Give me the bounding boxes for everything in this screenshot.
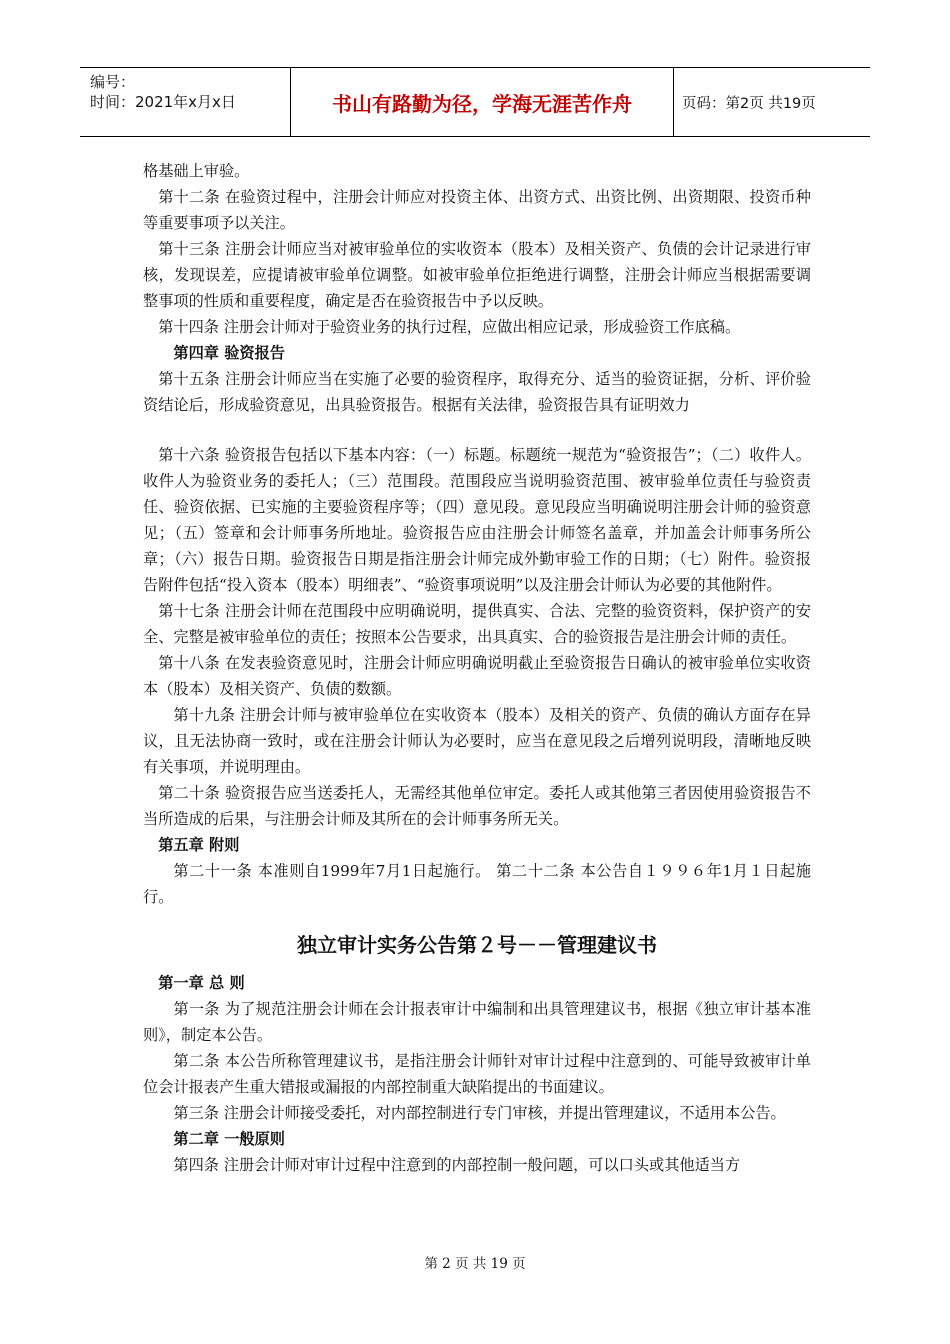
page-footer: 第 2 页 共 19 页 <box>424 1256 526 1272</box>
paragraph: 第二十一条 本准则自1999年7月1日起施行。 第二十二条 本公告自１９９６年1月１日起施行。 <box>143 862 811 906</box>
paragraph: 第二条 本公告所称管理建议书，是指注册会计师针对审计过程中注意到的、可能导致被审计单位会计报表产生重大错报或漏报的内部控制重大缺陷提出的书面建议。 <box>143 1052 811 1096</box>
paragraph: 第二十条 验资报告应当送委托人，无需经其他单位审定。委托人或其他第三者因使用验资报告不当所造成的后果，与注册会计师及其所在的会计师事务所无关。 <box>143 784 811 828</box>
chapter-heading: 第一章 总 则 <box>158 974 245 992</box>
blank-line <box>143 418 811 442</box>
chapter-heading: 第四章 验资报告 <box>173 344 285 362</box>
section-title: 独立审计实务公告第２号－－管理建议书 <box>297 933 657 957</box>
header-meta <box>80 68 291 136</box>
paragraph: 第十二条 在验资过程中，注册会计师应对投资主体、出资方式、出资比例、出资期限、投资币种等重要事项予以关注。 <box>143 188 811 232</box>
paragraph: 第十七条 注册会计师在范围段中应明确说明，提供真实、合法、完整的验资资料，保护资产的安全、完整是被审验单位的责任；按照本公告要求，出具真实、合的验资报告是注册会计师的责任。 <box>143 602 811 646</box>
paragraph: 第十九条 注册会计师与被审验单位在实收资本（股本）及相关的资产、负债的确认方面存在异议，且无法协商一致时，或在注册会计师认为必要时，应当在意见段之后增列说明段，清晰地反映有关事项，并说明理由。 <box>143 706 811 776</box>
paragraph: 第十三条 注册会计师应当对被审验单位的实收资本（股本）及相关资产、负债的会计记录进行审核，发现误差，应提请被审验单位调整。如被审验单位拒绝进行调整，注册会计师应当根据需要调整事项的性质和重要程度，确定是否在验资报告中予以反映。 <box>143 240 811 310</box>
paragraph: 第十五条 注册会计师应当在实施了必要的验资程序，取得充分、适当的验资证据，分析、评价验资结论后，形成验资意见，出具验资报告。根据有关法律，验资报告具有证明效力 <box>143 370 811 414</box>
paragraph: 第三条 注册会计师接受委托，对内部控制进行专门审核，并提出管理建议，不适用本公告。 <box>173 1104 786 1122</box>
time-label: 时间：2021年x月x日 <box>90 93 236 111</box>
header-motto: 书山有路勤为径，学海无涯苦作舟 <box>291 68 674 136</box>
chapter-heading: 第二章 一般原则 <box>173 1130 285 1148</box>
paragraph: 第十六条 验资报告包括以下基本内容：（一）标题。标题统一规范为“验资报告”；（二）收件人。收件人为验资业务的委托人；（三）范围段。范围段应当说明验资范围、被审验单位责任与验资责任、验资依据、已实施的主要验资程序等；（四）意见段。意见段应当明确说明注册会计师的验资意见；（五）签章和会计师事务所地址。验资报告应由注册会计师签名盖章，并加盖会计师事务所公章；（六）报告日期。验资报告日期是指注册会计师完成外勤审验工作的日期；（七）附件。验资报告附件包括“投入资本（股本）明细表”、“验资事项说明”以及注册会计师认为必要的其他附件。 <box>143 446 811 594</box>
paragraph: 第四条 注册会计师对审计过程中注意到的内部控制一般问题，可以口头或其他适当方 <box>173 1156 741 1174</box>
document-body <box>143 158 811 1178</box>
paragraph: 第一条 为了规范注册会计师在会计报表审计中编制和出具管理建议书，根据《独立审计基本准则》，制定本公告。 <box>143 1000 811 1044</box>
page-header <box>80 67 870 137</box>
paragraph: 第十八条 在发表验资意见时，注册会计师应明确说明截止至验资报告日确认的被审验单位实收资本（股本）及相关资产、负债的数额。 <box>143 654 811 698</box>
chapter-heading: 第五章 附则 <box>158 836 240 854</box>
paragraph: 第十四条 注册会计师对于验资业务的执行过程，应做出相应记录，形成验资工作底稿。 <box>158 318 741 336</box>
number-label: 编号： <box>90 73 136 91</box>
header-page-info: 页码：第2页 共19页 <box>682 95 816 112</box>
paragraph: 格基础上审验。 <box>143 162 250 180</box>
